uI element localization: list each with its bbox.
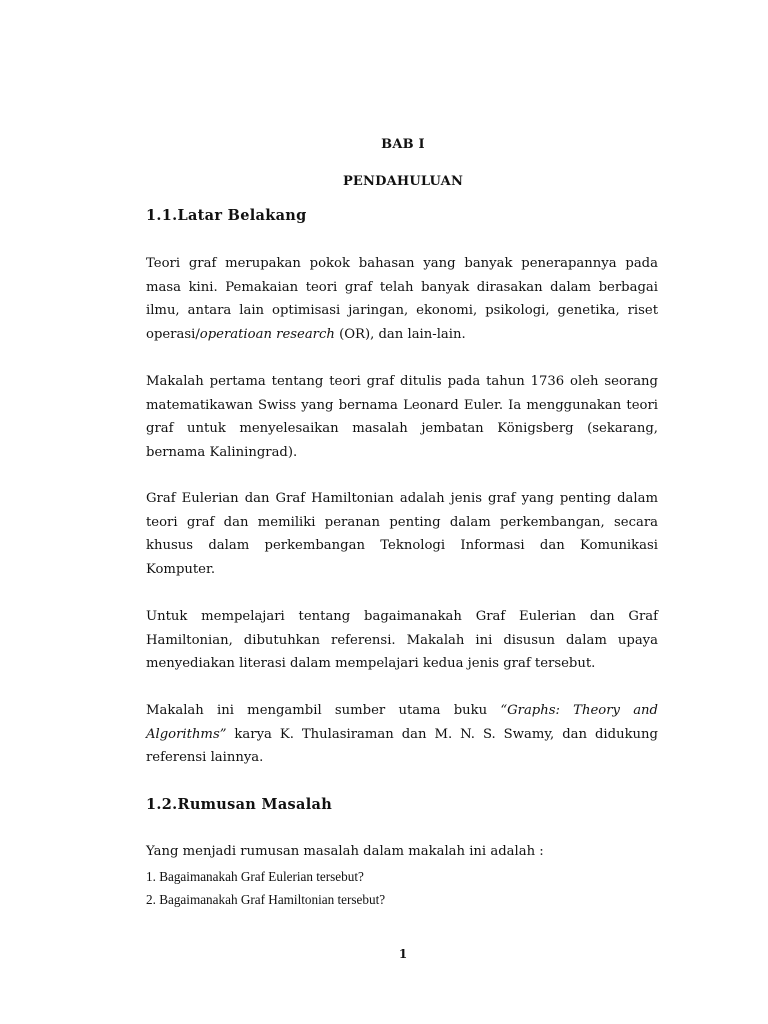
- paragraph-line: Teori graf merupakan pokok bahasan yang banyak penerapannya pada: [146, 256, 658, 271]
- paragraph-4: [146, 605, 658, 676]
- paragraph-line: Makalah pertama tentang teori graf ditulis pada tahun 1736 oleh seorang: [146, 374, 658, 389]
- paragraph-line: masa kini. Pemakaian teori graf telah banyak dirasakan dalam berbagai: [146, 279, 658, 295]
- paragraph-text: operasi/: [146, 326, 200, 342]
- paragraph-line: teori graf dan memiliki peranan penting dalam perkembangan, secara: [146, 514, 658, 530]
- paragraph-line: Hamiltonian, dibutuhkan referensi. Makalah ini disusun dalam upaya: [146, 632, 658, 648]
- paragraph-line: [146, 323, 658, 347]
- paragraph-3: [146, 487, 658, 581]
- paragraph-line: ilmu, antara lain optimisasi jaringan, ekonomi, psikologi, genetika, riset: [146, 303, 658, 318]
- italic-term: operatioan research: [199, 326, 335, 342]
- problem-intro: [146, 840, 658, 864]
- list-item: 2. Bagaimanakah Graf Hamiltonian tersebut?: [146, 892, 386, 907]
- problem-list: [146, 865, 658, 911]
- paragraph-line: graf untuk menyelesaikan masalah jembatan Königsberg (sekarang,: [146, 421, 658, 436]
- paragraph-text: Makalah ini mengambil sumber utama buku: [146, 703, 501, 718]
- section-heading-rumusan-masalah: 1.2.Rumusan Masalah: [146, 796, 333, 813]
- paragraph-line: Yang menjadi rumusan masalah dalam makalah ini adalah :: [146, 844, 544, 859]
- paragraph-line: [146, 723, 658, 747]
- paragraph-line: Untuk mempelajari tentang bagaimanakah Graf Eulerian dan Graf: [146, 609, 658, 624]
- book-title: Algorithms”: [146, 726, 227, 742]
- page-number: 1: [398, 947, 408, 961]
- chapter-label: BAB I: [381, 137, 425, 152]
- paragraph-line: khusus dalam perkembangan Teknologi Informasi dan Komunikasi: [146, 538, 658, 553]
- paragraph-text: karya K. Thulasiraman dan M. N. S. Swamy, dan didukung: [226, 726, 658, 742]
- paragraph-line: Graf Eulerian dan Graf Hamiltonian adalah jenis graf yang penting dalam: [146, 491, 658, 506]
- paragraph-line: [146, 699, 658, 723]
- paragraph-line: bernama Kaliningrad).: [146, 444, 298, 460]
- paragraph-line: Komputer.: [146, 561, 216, 577]
- chapter-title: PENDAHULUAN: [342, 174, 464, 189]
- book-title: “Graphs: Theory and: [500, 703, 658, 718]
- list-item: 1. Bagaimanakah Graf Eulerian tersebut?: [146, 869, 364, 884]
- section-heading-latar-belakang: 1.1.Latar Belakang: [146, 207, 307, 224]
- paragraph-line: referensi lainnya.: [146, 750, 264, 765]
- paragraph-5: [146, 699, 658, 770]
- paragraph-line: matematikawan Swiss yang bernama Leonard Euler. Ia menggunakan teori: [146, 397, 658, 413]
- paragraph-2: [146, 370, 658, 464]
- paragraph-1: [146, 252, 658, 346]
- paragraph-text: (OR), dan lain-lain.: [334, 326, 466, 342]
- paragraph-line: menyediakan literasi dalam mempelajari kedua jenis graf tersebut.: [146, 656, 596, 671]
